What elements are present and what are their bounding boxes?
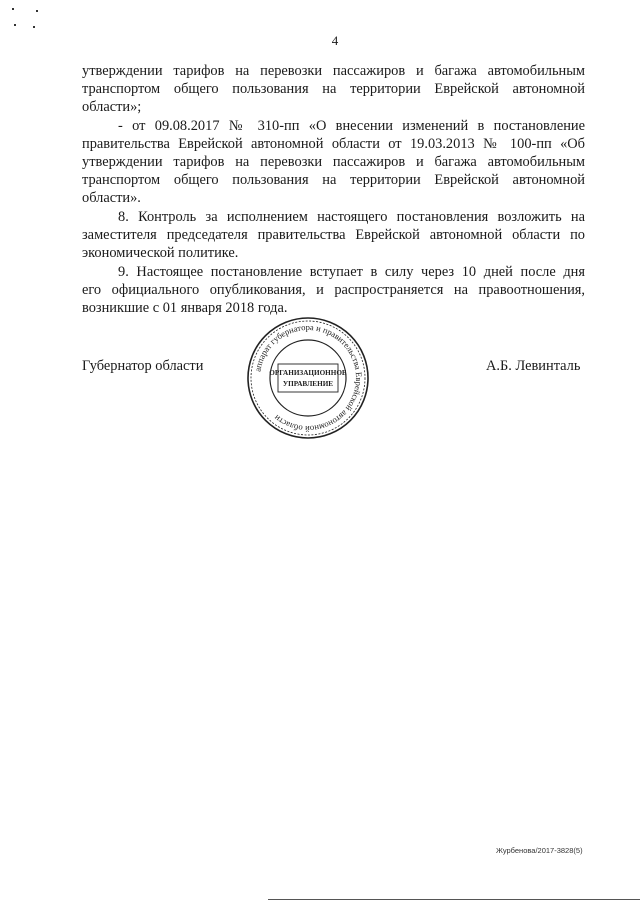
official-seal [246, 316, 370, 440]
document-reference-code: Журбенова/2017-3828(5) [496, 846, 583, 855]
paragraph-line: области»; [82, 99, 142, 115]
paragraph-line: области». [82, 190, 141, 206]
bottom-divider [268, 899, 640, 900]
scan-speck [36, 10, 38, 12]
paragraph-line: правительства Еврейской автономной области от 19.03.2013 № 100-пп «Об [82, 136, 585, 152]
scan-speck [14, 24, 16, 26]
scan-speck [12, 8, 14, 10]
paragraph-line: экономической политике. [82, 245, 239, 261]
paragraph-line: 8. Контроль за исполнением настоящего постановления возложить на [118, 209, 585, 225]
paragraph-line: заместителя председателя правительства Еврейской автономной области по [82, 227, 585, 243]
paragraph-line: утверждении тарифов на перевозки пассажиров и багажа автомобильным [82, 154, 585, 170]
scan-speck [33, 26, 35, 28]
paragraph-line: его официального опубликования, и распространяется на правоотношения, [82, 282, 585, 298]
paragraph-line: возникшие с 01 января 2018 года. [82, 300, 288, 316]
paragraph-line: транспортом общего пользования на территории Еврейской автономной [82, 81, 585, 97]
paragraph-line: - от 09.08.2017 № 310-пп «О внесении изменений в постановление [118, 118, 585, 134]
paragraph-line: утверждении тарифов на перевозки пассажиров и багажа автомобильным [82, 63, 585, 79]
page-number: 4 [331, 33, 339, 48]
paragraph-line: транспортом общего пользования на территории Еврейской автономной [82, 172, 585, 188]
signatory-name: А.Б. Левинталь [486, 358, 581, 374]
seal-center-line-2: УПРАВЛЕНИЕ [282, 380, 334, 388]
seal-center-line-1: ОРГАНИЗАЦИОННОЕ [269, 369, 347, 377]
signatory-title: Губернатор области [82, 358, 204, 374]
paragraph-line: 9. Настоящее постановление вступает в силу через 10 дней после дня [118, 264, 585, 280]
seal-ring-text: аппарат губернатора и правительства Еврейской автономной области [252, 321, 365, 435]
